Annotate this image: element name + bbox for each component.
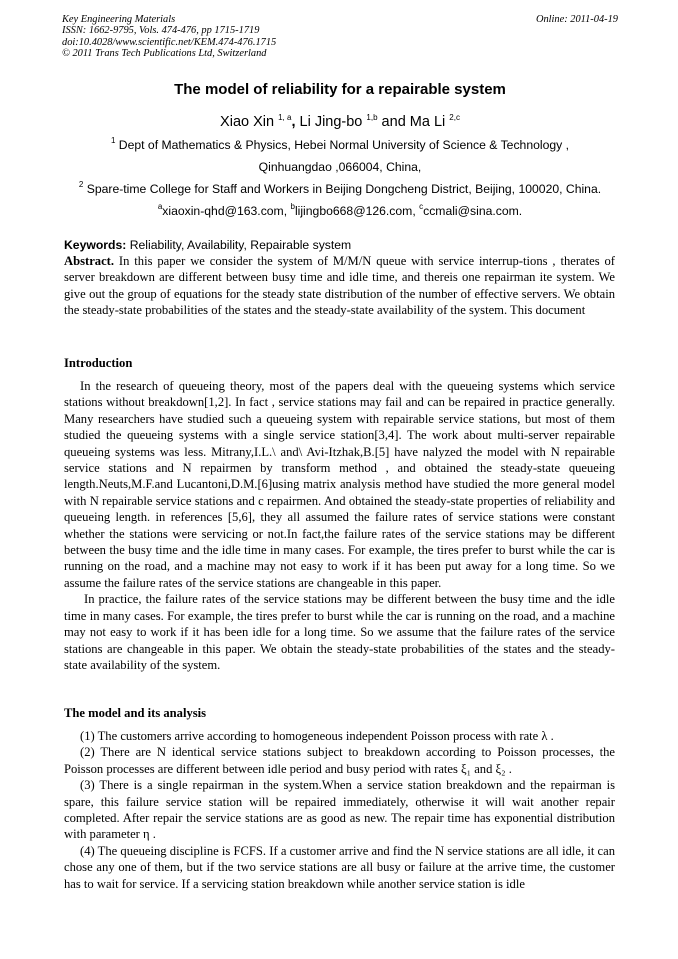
journal-header: [62, 14, 618, 59]
affiliation-text: Spare-time College for Staff and Workers in Beijing Dongcheng District, Beijing, 100020, China.: [86, 182, 602, 196]
model-item-1: (1) The customers arrive according to homogeneous independent Poisson process with rate λ .: [80, 729, 554, 743]
intro-paragraph-1: In the research of queueing theory, most of the papers deal with the queueing systems which service stations without breakdown[1,2]. In fact , service stations may fail and can be repaired in practice generally. Many researchers have studied such a queueing system with repairable service stations, but most of them studied the queueing systems with a single service station[3,4]. The work about multi-server repairable queueing systems was less. Mitrany,I.L.\ and\ Avi-Itzhak,B.[5] have nalyzed the model with N repairable service stations and N repairmen by transform method , and obtained the steady-state queueing length.Neuts,M.F.and Lucantoni,D.M.[6]using matrix analysis method have studied the more general model with N repairable service stations and c repairmen. And obtained the steady-state properties of reliability and queueing length. in references [5,6], they all assumed the failure rates of service stations were constant whether the stations were servicing or not.In fact,the failure rates of the service stations may be different between the busy time and the idle time in many cases. For example, the tires prefer to burst while the car is running on the road, and a machine may not easy to work if it has been put away for a long time. So we assume the failure rates of the service stations are changeable in this paper.: [64, 379, 615, 590]
keywords-label: Keywords:: [64, 238, 127, 252]
affiliation-sup: 2: [78, 180, 84, 189]
email-sup: c: [419, 202, 424, 211]
model-item-4: (4) The queueing discipline is FCFS. If a customer arrive and find the N service stations are all idle, it can chose any one of them, but if the two service stations are all busy or failure at the arrive time, the customer has to wait for service. If a servicing station breakdown while another service station is idle: [64, 843, 615, 891]
author-name: Li Jing-bo: [299, 114, 363, 130]
affiliation-sup: 1: [110, 136, 116, 145]
email-a: xiaoxin-qhd@163.com,: [162, 204, 291, 218]
introduction-heading: Introduction: [64, 356, 133, 370]
abstract-text: In this paper we consider the system of M/M/N queue with service interrup-tions , therates of server breakdown are different between busy time and idle time, and thereis one repairman ite system. We give out the group of equations for the steady state distribution of the number of effective servers. We obtain the steady-state probabilities of the states and the steady-state availability of the system. This document: [64, 254, 615, 318]
author-separator: ,: [291, 114, 300, 130]
keywords-text: Reliability, Availability, Repairable system: [126, 238, 352, 252]
affiliation-1-line-2: Qinhuangdao ,066004, China,: [258, 160, 422, 174]
author-name: Xiao Xin: [220, 114, 275, 130]
model-heading: The model and its analysis: [64, 706, 207, 720]
email-line: [62, 204, 618, 218]
author-sup: 2,c: [449, 113, 460, 122]
intro-paragraph-2: In practice, the failure rates of the service stations may be different between the busy time and the idle time in many cases. For example, the tires prefer to burst while the car is running on the road, and a machine may not easy to work if it has been idle for a long time. So we assume that the failure rates of the service stations are changeable in this paper. We obtain the steady-state probabilities of the states and the steady-state availability of the system.: [64, 592, 615, 672]
author-sup: 1,b: [366, 113, 378, 122]
doi-line: doi:10.4028/www.scientific.net/KEM.474-476.1715: [62, 36, 277, 48]
email-sup: b: [290, 202, 295, 211]
issn-line: ISSN: 1662-9795, Vols. 474-476, pp 1715-1719: [62, 25, 260, 37]
affiliation-text: Dept of Mathematics & Physics, Hebei Normal University of Science & Technology ,: [118, 138, 570, 152]
copyright-line: © 2011 Trans Tech Publications Ltd, Switzerland: [62, 47, 267, 59]
introduction-body: [64, 378, 615, 673]
abstract-label: Abstract.: [64, 254, 115, 268]
model-body: [64, 728, 615, 892]
model-item-2: (2) There are N identical service stations subject to breakdown according to Poisson processes, the Poisson processes are different between idle period and busy period with rates ξ₁ and ξ₂ .: [64, 745, 615, 776]
email-c: ccmali@sina.com.: [423, 204, 523, 218]
author-name: Ma Li: [409, 114, 446, 130]
author-sup: 1, a: [278, 113, 292, 122]
paper-title: The model of reliability for a repairable system: [174, 81, 506, 98]
author-separator: and: [377, 114, 410, 130]
author-line: [62, 114, 618, 130]
abstract: [64, 253, 615, 319]
model-item-3: (3) There is a single repairman in the system.When a service station breakdown and the repairman is spare, this failure service station will be repaired immediately, otherwise it will wait another repair completed. After repair the service stations are as good as new. The repair time has exponential distribution with parameter η .: [64, 778, 615, 842]
keywords-line: [64, 238, 620, 252]
affiliation-2: [62, 182, 618, 196]
affiliation-1: [62, 138, 618, 152]
online-date: Online: 2011-04-19: [535, 14, 618, 25]
journal-name: Key Engineering Materials: [62, 14, 176, 25]
email-b: lijingbo668@126.com,: [294, 204, 420, 218]
email-sup: a: [157, 202, 163, 211]
